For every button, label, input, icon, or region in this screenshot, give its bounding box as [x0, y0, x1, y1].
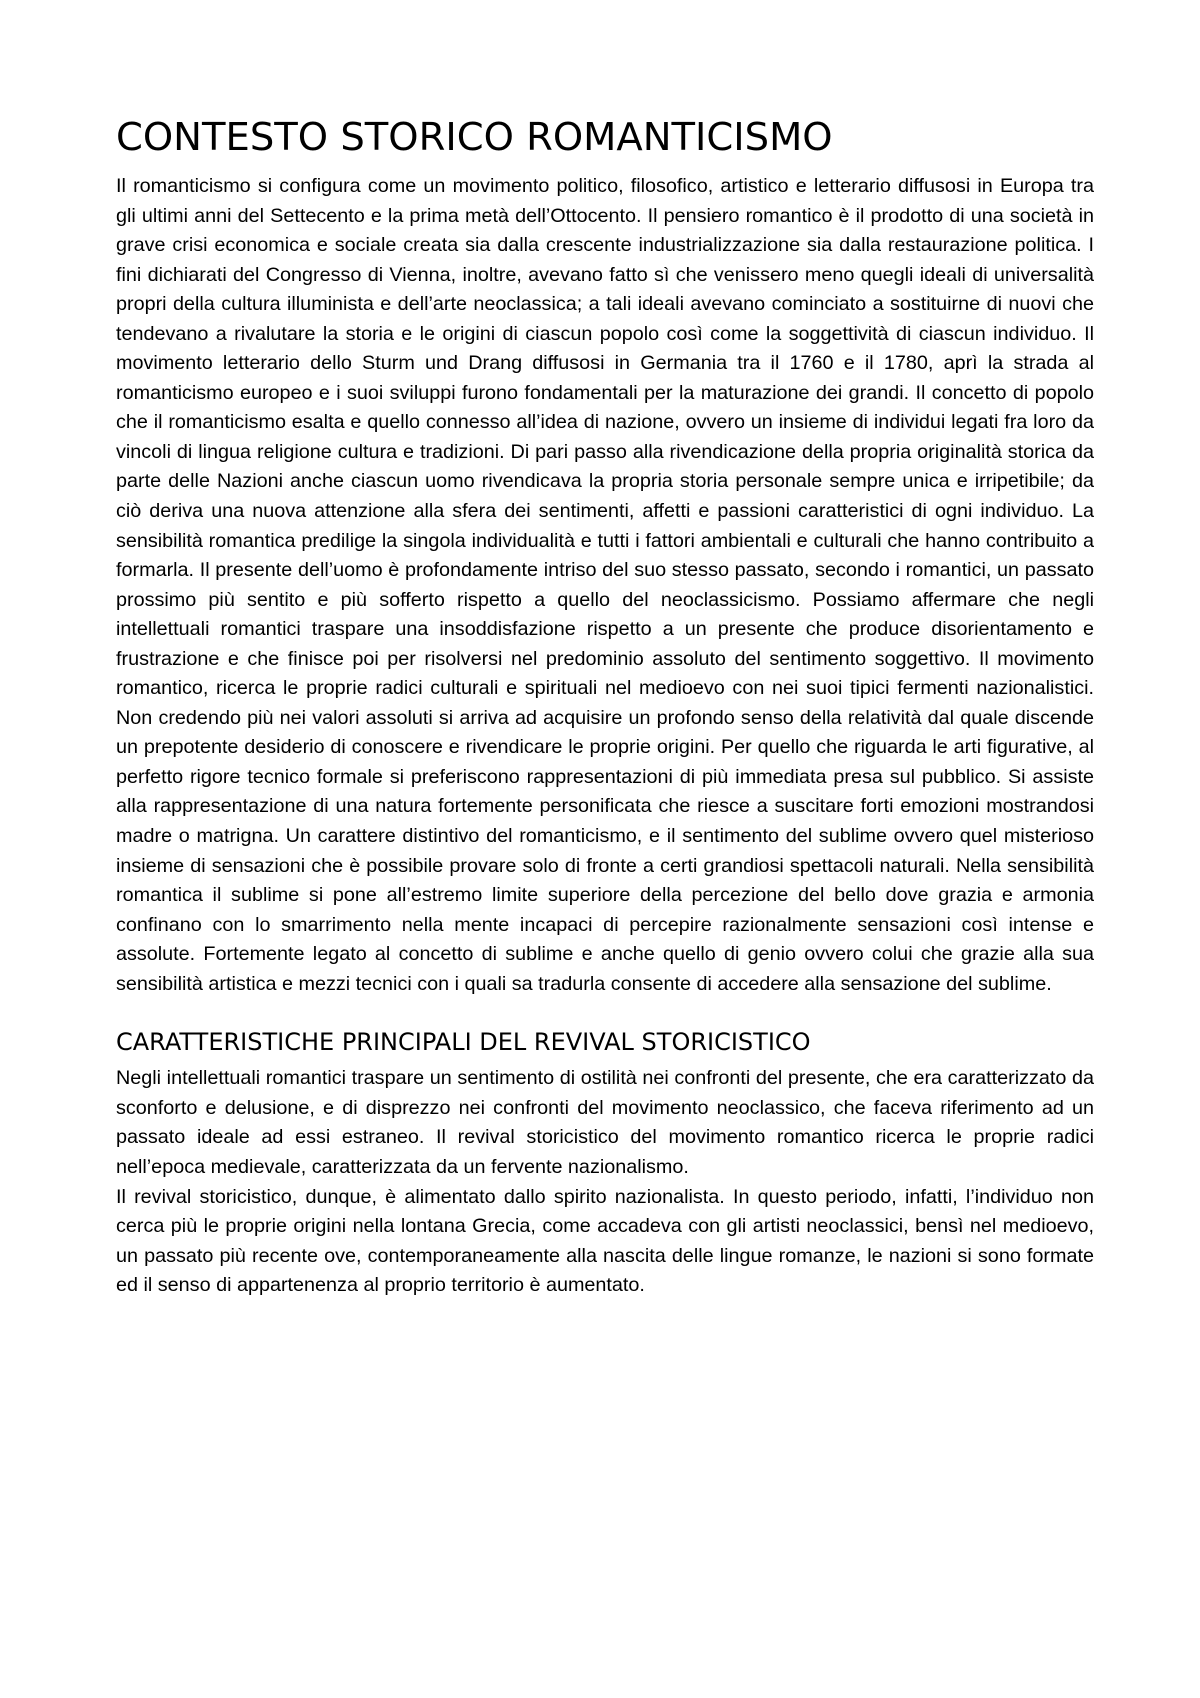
document-title: CONTESTO STORICO ROMANTICISMO	[116, 115, 833, 160]
section-heading: CARATTERISTICHE PRINCIPALI DEL REVIVAL STORICISTICO	[116, 1028, 811, 1057]
section-paragraph-2: Il revival storicistico, dunque, è alimentato dallo spirito nazionalista. In questo periodo, infatti, l’individuo non cerca più le proprie origini nella lontana Grecia, come accadeva con gli artisti neoclassici, bensì nel medioevo, un passato più recente ove, contemporaneamente alla nascita delle lingue romanze, le nazioni si sono formate ed il senso di appartenenza al proprio territorio è aumentato.	[116, 1185, 1094, 1297]
document-body	[116, 112, 1094, 1301]
section-paragraph-1: Negli intellettuali romantici traspare un sentimento di ostilità nei confronti del presente, che era caratterizzato da sconforto e delusione, e di disprezzo nei confronti del movimento neoclassico, che faceva riferimento ad un passato ideale ad essi estraneo. Il revival storicistico del movimento romantico ricerca le proprie radici nell’epoca medievale, caratterizzata da un fervente nazionalismo.	[116, 1067, 1094, 1178]
intro-paragraph: Il romanticismo si configura come un movimento politico, filosofico, artistico e letterario diffusosi in Europa tra gli ultimi anni del Settecento e la prima metà dell’Ottocento. Il pensiero romantico è il prodotto di una società in grave crisi economica e sociale creata sia dalla crescente industrializzazione sia dalla restaurazione politica. I fini dichiarati del Congresso di Vienna, inoltre, avevano fatto sì che venissero meno quegli ideali di universalità propri della cultura illuminista e dell’arte neoclassica; a tali ideali avevano cominciato a sostituirne di nuovi che tendevano a rivalutare la storia e le origini di ciascun popolo così come la soggettività di ciascun individuo. Il movimento letterario dello Sturm und Drang diffusosi in Germania tra il 1760 e il 1780, aprì la strada al romanticismo europeo e i suoi sviluppi furono fondamentali per la maturazione dei grandi. Il concetto di popolo che il romanticismo esalta e quello connesso all’idea di nazione, ovvero un insieme di individui legati fra loro da vincoli di lingua religione cultura e tradizioni. Di pari passo alla rivendicazione della propria originalità storica da parte delle Nazioni anche ciascun uomo rivendicava la propria storia personale sempre unica e irripetibile; da ciò deriva una nuova attenzione alla sfera dei sentimenti, affetti e passioni caratteristici di ogni individuo. La sensibilità romantica predilige la singola individualità e tutti i fattori ambientali e culturali che hanno contribuito a formarla. Il presente dell’uomo è profondamente intriso del suo stesso passato, secondo i romantici, un passato prossimo più sentito e più sofferto rispetto a quello del neoclassicismo. Possiamo affermare che negli intellettuali romantici traspare una insoddisfazione rispetto a un presente che produce disorientamento e frustrazione e che finisce poi per risolversi nel predominio assoluto del sentimento soggettivo. Il movimento romantico, ricerca le proprie radici culturali e spirituali nel medioevo con nei suoi tipici fermenti nazionalistici. Non credendo più nei valori assoluti si arriva ad acquisire un profondo senso della relatività dal quale discende un prepotente desiderio di conoscere e rivendicare le proprie origini. Per quello che riguarda le arti figurative, al perfetto rigore tecnico formale si preferiscono rappresentazioni di più immediata presa sul pubblico. Si assiste alla rappresentazione di una natura fortemente personificata che riesce a suscitare forti emozioni mostrandosi madre o matrigna. Un carattere distintivo del romanticismo, e il sentimento del sublime ovvero quel misterioso insieme di sensazioni che è possibile provare solo di fronte a certi grandiosi spettacoli naturali. Nella sensibilità romantica il sublime si pone all’estremo limite superiore della percezione del bello dove grazia e armonia confinano con lo smarrimento nella mente incapaci di percepire razionalmente sensazioni così intense e assolute. Fortemente legato al concetto di sublime e anche quello di genio ovvero colui che grazie alla sua sensibilità artistica e mezzi tecnici con i quali sa tradurla consente di accedere alla sensazione del sublime.	[116, 175, 1094, 995]
